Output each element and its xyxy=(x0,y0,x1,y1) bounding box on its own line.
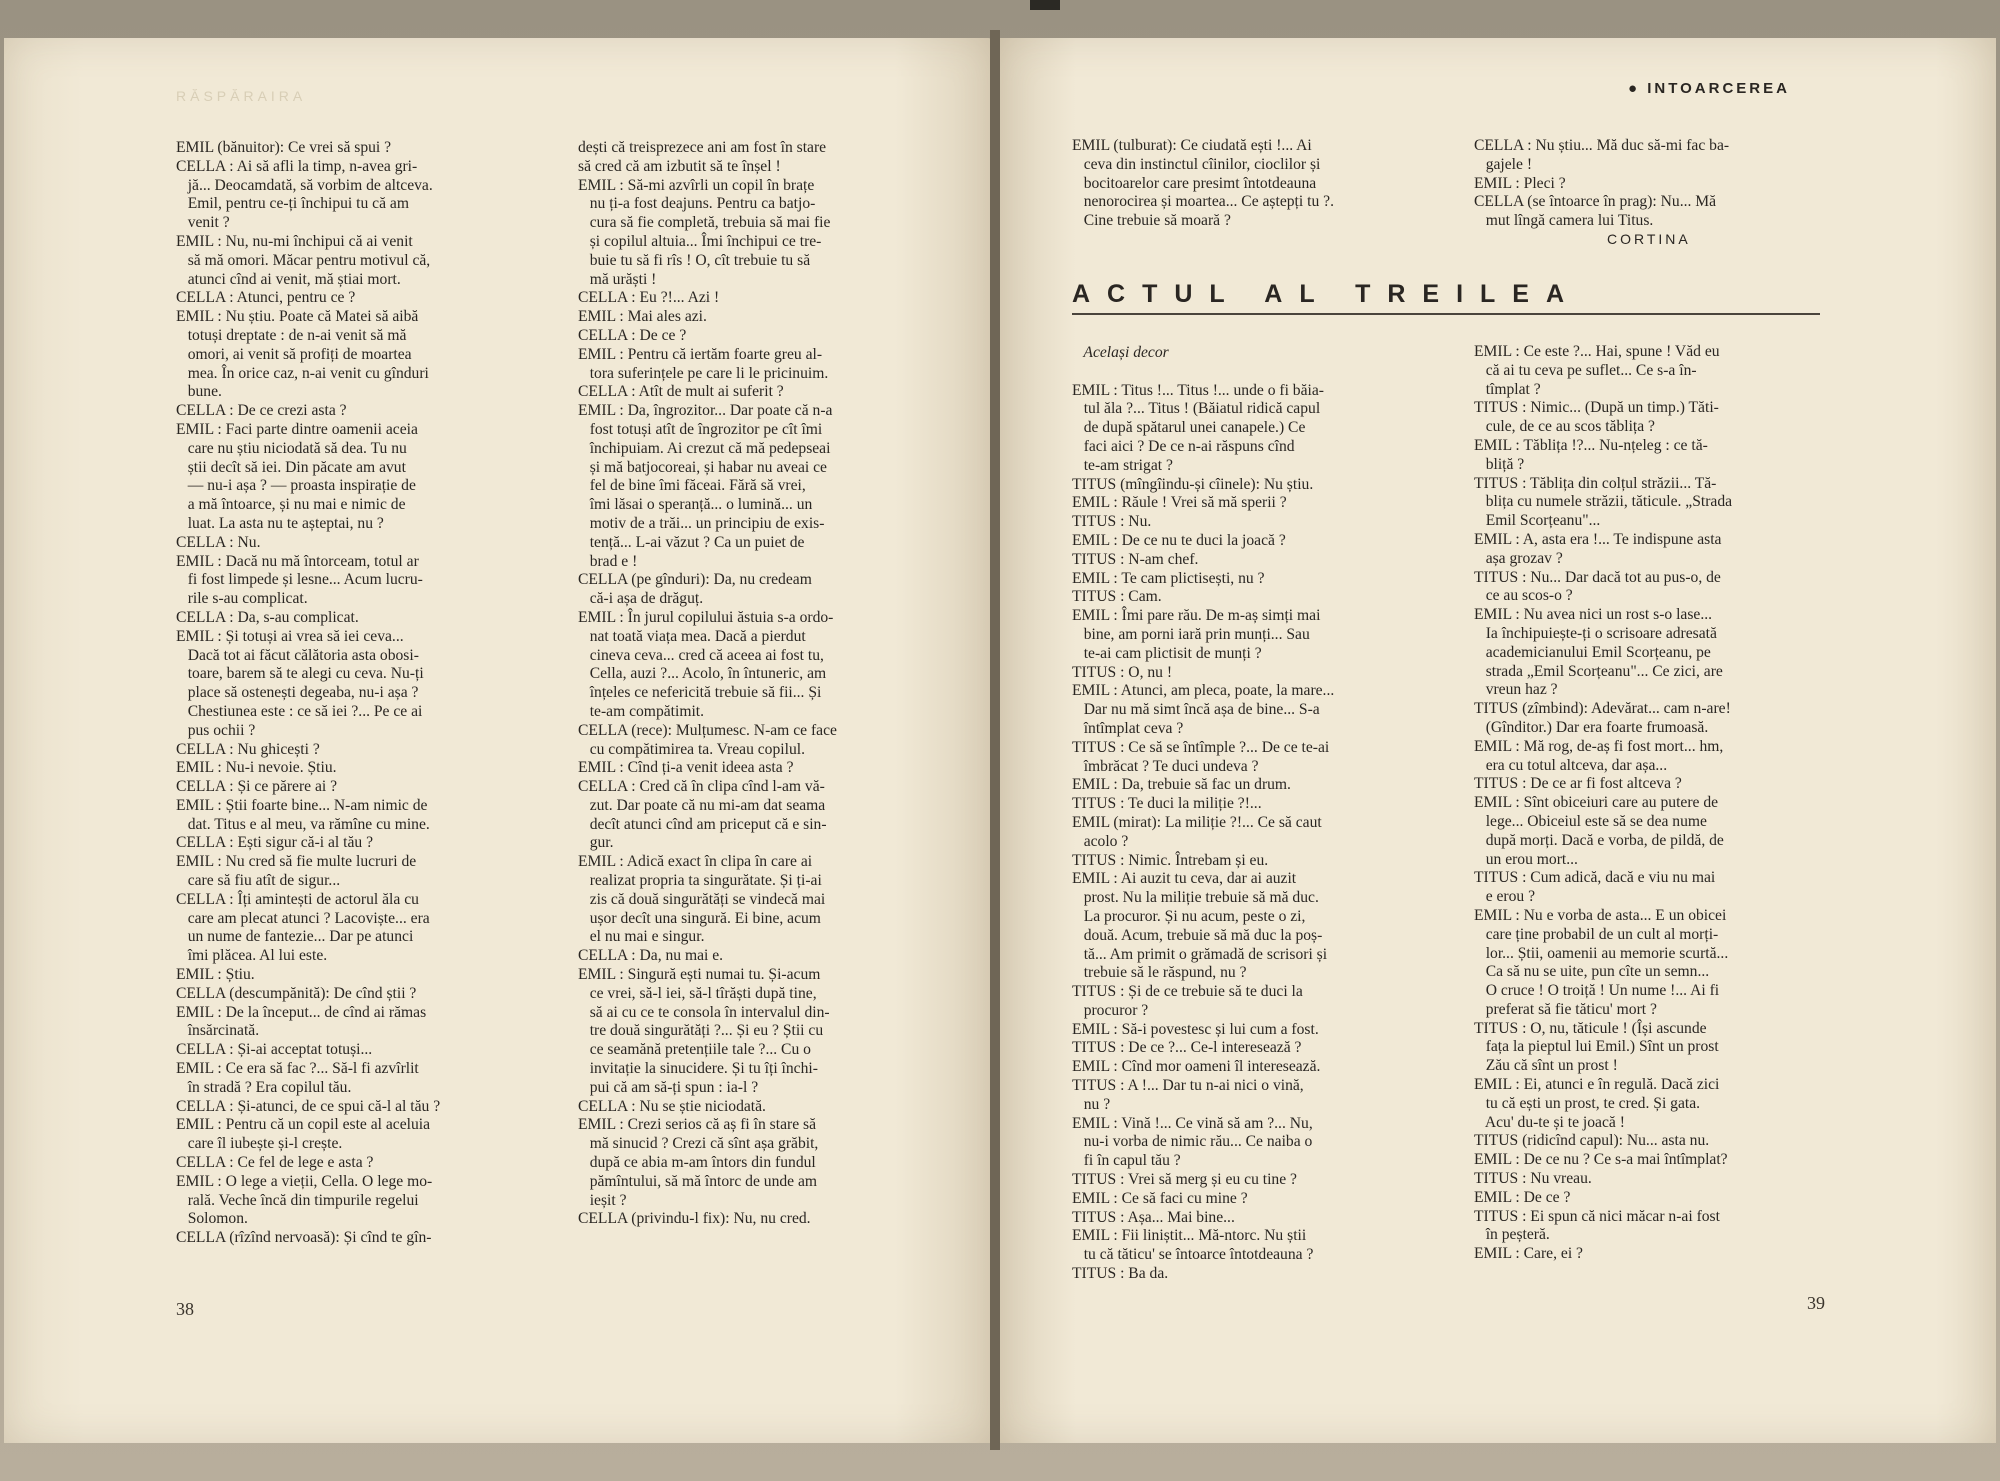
text-line: EMIL : Pleci ? xyxy=(1474,174,1566,192)
text-line: TITUS : Nu... Dar dacă tot au pus-o, de xyxy=(1474,568,1721,586)
text-line: Ia închipuiește-ți o scrisoare adresată xyxy=(1474,624,1717,642)
text-line: TITUS : Vrei să merg și eu cu tine ? xyxy=(1072,1171,1297,1189)
text-line: că ai tu ceva pe suflet... Ce s-a în- xyxy=(1474,361,1697,379)
text-line: EMIL : Nu, nu-mi închipui că ai venit xyxy=(176,232,413,250)
text-line: lor... Știi, oamenii au memorie scurtă... xyxy=(1474,944,1729,962)
text-line: zis că două singurătăți se vindecă mai xyxy=(578,890,826,908)
text-line: EMIL (mirat): La miliție ?!... Ce să caut xyxy=(1072,813,1322,831)
text-line: EMIL : Nu avea nici un rost s-o lase... xyxy=(1474,606,1713,624)
text-line: EMIL : Ai auzit tu ceva, dar ai auzit xyxy=(1072,870,1297,888)
text-line: Emil Scorțeanu"... xyxy=(1474,512,1601,530)
text-line: academicianului Emil Scorțeanu, pe xyxy=(1474,643,1711,661)
text-line: prost. Nu la miliție trebuie să mă duc. xyxy=(1072,889,1319,907)
text-line: CELLA : Îți amintești de actorul ăla cu xyxy=(176,890,419,908)
text-line: care ține probabil de un cult al morți- xyxy=(1474,925,1719,943)
text-line: EMIL : De ce nu ? Ce s-a mai întîmplat? xyxy=(1474,1151,1728,1169)
text-line: nu ? xyxy=(1072,1095,1111,1113)
text-line: TITUS : De ce ar fi fost altceva ? xyxy=(1474,775,1682,793)
text-line: EMIL : Să-i povestesc și lui cum a fost. xyxy=(1072,1020,1319,1038)
text-line: CELLA (rîzînd nervoasă): Și cînd te gîn- xyxy=(176,1229,432,1247)
text-line: cura să fie completă, trebuia să mai fie xyxy=(578,214,831,232)
text-line: CELLA (descumpănită): De cînd știi ? xyxy=(176,984,417,1002)
text-line: CELLA (privindu-l fix): Nu, nu cred. xyxy=(578,1210,811,1228)
text-line: TITUS (zîmbind): Adevărat... cam n-are! xyxy=(1474,700,1731,718)
text-line: mut lîngă camera lui Titus. xyxy=(1474,212,1654,230)
text-line: TITUS : Nimic... (După un timp.) Tăti- xyxy=(1474,399,1719,417)
text-line: e erou ? xyxy=(1474,888,1536,906)
text-line: bine, am porni iară prin munți... Sau xyxy=(1072,625,1310,643)
text-line: fi fost limpede și lesne... Acum lucru- xyxy=(176,571,423,589)
text-line: pui că am să-ți spun : ia-l ? xyxy=(578,1078,759,1096)
text-line: EMIL : Care, ei ? xyxy=(1474,1245,1583,1263)
text-line: buie tu să fi rîs ! O, cît trebuie tu să xyxy=(578,251,811,269)
text-line: gur. xyxy=(578,834,614,852)
text-line: ce au scos-o ? xyxy=(1474,587,1573,605)
right-column-1-top xyxy=(1072,137,1432,231)
text-line: TITUS : Te duci la miliție ?!... xyxy=(1072,795,1262,813)
text-line: EMIL (bănuitor): Ce vrei să spui ? xyxy=(176,139,392,156)
text-line: EMIL : Vină !... Ce vină să am ?... Nu, xyxy=(1072,1114,1313,1132)
text-line: EMIL : Pentru că iertăm foarte greu al- xyxy=(578,345,823,363)
text-line: EMIL : Nu știu. Poate că Matei să aibă xyxy=(176,308,419,326)
text-line: EMIL : Nu e vorba de asta... E un obicei xyxy=(1474,906,1727,924)
text-line: era cu totul altceva, dar așa... xyxy=(1474,756,1668,774)
text-line: bliță ? xyxy=(1474,455,1525,473)
text-line: trebuie să le răspund, nu ? xyxy=(1072,964,1247,982)
text-line: EMIL : Mă rog, de-aș fi fost mort... hm, xyxy=(1474,737,1724,755)
text-line: Cella, auzi ?... Acolo, în întuneric, am xyxy=(578,665,827,683)
text-line: nu-i vorba de nimic rău... Ce naiba o xyxy=(1072,1133,1313,1151)
text-line: două. Acum, trebuie să mă duc la poș- xyxy=(1072,926,1323,944)
text-line: CELLA : Eu ?!... Azi ! xyxy=(578,289,720,307)
spine-edge xyxy=(1030,0,1060,10)
text-line: tență... L-ai văzut ? Ca un puiet de xyxy=(578,533,805,551)
text-line: CELLA : Și-atunci, de ce spui că-l al tău ? xyxy=(176,1097,441,1115)
text-line: CELLA (rece): Mulțumesc. N-am ce face xyxy=(578,721,837,739)
text-line: motiv de a trăi... un principiu de exis- xyxy=(578,514,825,532)
text-line: omori, ai venit să profiți de moartea xyxy=(176,345,412,363)
text-line: acolo ? xyxy=(1072,832,1129,850)
text-line: EMIL : Cînd mor oameni îl interesează. xyxy=(1072,1058,1321,1076)
text-line: EMIL (tulburat): Ce ciudată ești !... Ai xyxy=(1072,137,1312,154)
text-line: a mă întoarce, și nu mai e nimic de xyxy=(176,496,406,514)
text-line: și mă batjocoreai, și habar nu aveai ce xyxy=(578,458,827,476)
text-line: care nu știu niciodată să dea. Tu nu xyxy=(176,439,407,457)
text-line: CELLA (se întoarce în prag): Nu... Mă xyxy=(1474,193,1717,211)
text-line: CELLA : Nu știu... Mă duc să-mi fac ba- xyxy=(1474,137,1730,154)
text-line: mă sinucid ? Crezi că sînt așa grăbit, xyxy=(578,1135,819,1153)
text-line: TITUS : Cum adică, dacă e viu nu mai xyxy=(1474,869,1716,887)
text-line: dești că treisprezece ani am fost în stare xyxy=(578,139,827,156)
text-line: brad e ! xyxy=(578,552,638,570)
text-line: EMIL : Nu cred să fie multe lucruri de xyxy=(176,853,417,871)
text-line: cineva ceva... cred că aceea ai fost tu, xyxy=(578,646,824,664)
text-line: fața la pieptul lui Emil.) Sînt un prost xyxy=(1474,1038,1719,1056)
text-line: tora suferințele pe care li le pricinuim. xyxy=(578,364,829,382)
text-line: EMIL : Răule ! Vrei să mă sperii ? xyxy=(1072,494,1287,512)
text-line: dat. Titus e al meu, va rămîne cu mine. xyxy=(176,815,430,833)
text-line: rile s-au complicat. xyxy=(176,590,308,608)
text-line: invitație la sinucidere. Și tu îți închi- xyxy=(578,1060,818,1078)
text-line: te-ai cam plictisit de munți ? xyxy=(1072,644,1262,662)
text-line: TITUS : Așa... Mai bine... xyxy=(1072,1208,1235,1226)
text-line: fi în capul tău ? xyxy=(1072,1152,1181,1170)
text-line: totuși dreptate : de n-ai venit să mă xyxy=(176,326,407,344)
text-line: așa grozav ? xyxy=(1474,549,1563,567)
text-line: EMIL : Ei, atunci e în regulă. Dacă zici xyxy=(1474,1076,1720,1094)
text-line: EMIL : Titus !... Titus !... unde o fi băia- xyxy=(1072,381,1324,399)
text-line: știi decît să iei. Din păcate am avut xyxy=(176,458,406,476)
text-line: EMIL : O lege a vieții, Cella. O lege mo- xyxy=(176,1172,433,1190)
text-line: gajele ! xyxy=(1474,155,1533,173)
text-line: TITUS : O, nu, tăticule ! (Își ascunde xyxy=(1474,1019,1707,1037)
text-line: după ce abia m-am întors din fundul xyxy=(578,1154,816,1172)
text-line: CELLA : Atît de mult ai suferit ? xyxy=(578,383,784,401)
text-line: TITUS : Cam. xyxy=(1072,588,1162,606)
text-line: preferat să fie tăticu' mort ? xyxy=(1474,1000,1657,1018)
left-column-2 xyxy=(578,139,940,1229)
text-line: EMIL : Mai ales azi. xyxy=(578,308,707,326)
text-line: CELLA : Atunci, pentru ce ? xyxy=(176,289,356,307)
text-line: TITUS : Tăblița din colțul străzii... Tă- xyxy=(1474,474,1717,492)
running-header-right: ● INTOARCEREA xyxy=(1628,80,1790,97)
text-line: înțeles ce nefericită trebuie să fii... Și xyxy=(578,684,822,702)
text-line: TITUS : Nu vreau. xyxy=(1474,1170,1592,1188)
text-line: TITUS : A !... Dar tu n-ai nici o vină, xyxy=(1072,1077,1304,1095)
text-line: CELLA : Da, nu mai e. xyxy=(578,947,724,965)
text-line: Ca să nu se uite, pun cîte un semn... xyxy=(1474,963,1710,981)
text-line: care am plecat atunci ? Lacoviște... era xyxy=(176,909,430,927)
text-line: EMIL : Adică exact în clipa în care ai xyxy=(578,853,813,871)
text-line: EMIL : Ce era să fac ?... Să-l fi azvîrlit xyxy=(176,1060,419,1078)
text-line: Același decor xyxy=(1072,344,1169,361)
text-line: mă urăști ! xyxy=(578,270,657,288)
text-line: EMIL : Știi foarte bine... N-am nimic de xyxy=(176,796,428,814)
text-line: Acu' du-te și te joacă ! xyxy=(1474,1113,1625,1131)
text-line: EMIL : Tăblița !?... Nu-nțeleg : ce tă- xyxy=(1474,436,1708,454)
text-line: EMIL : Nu-i nevoie. Știu. xyxy=(176,759,337,777)
text-line: Emil, pentru ce-ți închipui tu că am xyxy=(176,195,409,213)
act-title-rule xyxy=(1072,313,1820,315)
text-line: îmi lăsai o speranță... o lumină... un xyxy=(578,496,813,514)
text-line: EMIL : Cînd ți-a venit ideea asta ? xyxy=(578,759,794,777)
text-line: jă... Deocamdată, să vorbim de altceva. xyxy=(176,176,433,194)
text-line: EMIL : Îmi pare rău. De m-aș simți mai xyxy=(1072,607,1321,625)
text-line: un nume de fantezie... Dar pe atunci xyxy=(176,928,414,946)
running-header-left: RĂSPĂRAIRA xyxy=(176,88,307,104)
text-line: EMIL : Fii liniștit... Mă-ntorc. Nu știi xyxy=(1072,1227,1307,1245)
text-line: TITUS : Ce să se întîmple ?... De ce te-ai xyxy=(1072,738,1330,756)
text-line: tu că tăticu' se întoarce întotdeauna ? xyxy=(1072,1246,1314,1264)
text-line: EMIL : Atunci, am pleca, poate, la mare... xyxy=(1072,682,1335,700)
text-line: EMIL : Să-mi azvîrli un copil în brațe xyxy=(578,176,815,194)
text-line: lege... Obiceiul este să se dea nume xyxy=(1474,812,1707,830)
text-line: CELLA : Și ce părere ai ? xyxy=(176,778,338,796)
text-line: La procuror. Și nu acum, peste o zi, xyxy=(1072,907,1306,925)
text-line: atunci cînd ai venit, mă știai mort. xyxy=(176,270,401,288)
text-line: vreun haz ? xyxy=(1474,681,1558,699)
page-number-right: 39 xyxy=(1807,1293,1825,1313)
text-line: ce vrei, să-l iei, să-l tîrăști după tine, xyxy=(578,984,817,1002)
text-line: TITUS : De ce ?... Ce-l interesează ? xyxy=(1072,1039,1302,1057)
text-line: Dar nu mă simt încă așa de bine... S-a xyxy=(1072,701,1320,719)
text-line: CELLA (pe gînduri): Da, nu credeam xyxy=(578,571,812,589)
text-line: care îl iubește și-l crește. xyxy=(176,1135,343,1153)
text-line: fost totuși atît de îngrozitor pe cît îmi xyxy=(578,420,823,438)
text-line: nenorocirea și moartea... Ce aștepți tu ?. xyxy=(1072,193,1334,211)
text-line: să ai cu ce te consola în intervalul din- xyxy=(578,1003,830,1021)
text-line: tre două singurătăți ?... Și eu ? Știi cu xyxy=(578,1022,824,1040)
text-line: pămîntului, să mă întorc de unde am xyxy=(578,1172,818,1190)
text-line: un erou mort... xyxy=(1474,850,1578,868)
text-line: EMIL : De ce ? xyxy=(1474,1188,1571,1206)
text-line: EMIL : Te cam plictisești, nu ? xyxy=(1072,569,1265,587)
text-line: EMIL : În jurul copilului ăstuia s-a ordo- xyxy=(578,608,834,626)
text-line: el nu mai e singur. xyxy=(578,928,705,946)
text-line: place să ostenești degeaba, nu-i așa ? xyxy=(176,684,419,702)
left-column-1 xyxy=(176,139,536,1248)
text-line: te-am compătimit. xyxy=(578,702,705,720)
text-line: cu compătimirea ta. Vreau copilul. xyxy=(578,740,805,758)
text-line: Chestiunea este : ce să iei ?... Pe ce ai xyxy=(176,702,423,720)
text-line: nat toată viața mea. Dacă a pierdut xyxy=(578,627,806,645)
text-line: pus ochii ? xyxy=(176,721,256,739)
text-line: EMIL : Crezi serios că aș fi în stare să xyxy=(578,1116,817,1134)
right-column-1 xyxy=(1072,344,1442,1284)
text-line: EMIL : Singură ești numai tu. Și-acum xyxy=(578,966,821,984)
text-line: Zău că sînt un prost ! xyxy=(1474,1057,1618,1075)
text-line: CELLA : De ce ? xyxy=(578,326,687,344)
text-line: mea. În orice caz, n-ai venit cu gînduri xyxy=(176,364,429,382)
text-line: TITUS : N-am chef. xyxy=(1072,550,1199,568)
act-title: ACTUL AL TREILEA xyxy=(1072,280,1582,308)
text-line: EMIL : Pentru că un copil este al aceluia xyxy=(176,1116,431,1134)
text-line: EMIL : De ce nu te duci la joacă ? xyxy=(1072,531,1286,549)
text-line: venit ? xyxy=(176,214,230,232)
text-line: ușor decît una singură. Ei bine, acum xyxy=(578,909,821,927)
text-line: însărcinată. xyxy=(176,1022,260,1040)
text-line: Solomon. xyxy=(176,1210,248,1228)
text-line: EMIL : Faci parte dintre oamenii aceia xyxy=(176,420,418,438)
text-line: CELLA : Și-ai acceptat totuși... xyxy=(176,1041,373,1059)
text-line: procuror ? xyxy=(1072,1001,1149,1019)
text-line: — nu-i așa ? — proasta inspirație de xyxy=(176,477,416,495)
text-line: EMIL : A, asta era !... Te indispune asta xyxy=(1474,530,1722,548)
text-line: EMIL : Și totuși ai vrea să iei ceva... xyxy=(176,627,404,645)
text-line: EMIL : De la început... de cînd ai rămas xyxy=(176,1003,427,1021)
text-line xyxy=(1072,363,1442,382)
text-line: după morți. Dacă e vorba, de pildă, de xyxy=(1474,831,1724,849)
text-line: nu ți-a fost deajuns. Pentru ca batjo- xyxy=(578,195,816,213)
text-line: EMIL : Dacă nu mă întorceam, totul ar xyxy=(176,552,419,570)
text-line: tă... Am primit o grămadă de scrisori și xyxy=(1072,945,1328,963)
text-line: TITUS : Și de ce trebuie să te duci la xyxy=(1072,983,1303,1001)
text-line: închipuiam. Ai crezut că mă pedepseai xyxy=(578,439,831,457)
page-number-left: 38 xyxy=(176,1299,194,1319)
text-line: EMIL : Da, îngrozitor... Dar poate că n-a xyxy=(578,402,833,420)
text-line: îmbrăcat ? Te duci undeva ? xyxy=(1072,757,1259,775)
gutter xyxy=(990,30,1000,1450)
text-line: decît atunci cînd am priceput că e sin- xyxy=(578,815,827,833)
text-line: întîmplat ceva ? xyxy=(1072,719,1184,737)
text-line: ceva din instinctul cîinilor, cioclilor și xyxy=(1072,155,1321,173)
text-line: luat. La asta nu te așteptai, nu ? xyxy=(176,514,384,532)
text-line: ieșit ? xyxy=(578,1191,627,1209)
text-line: strada „Emil Scorțeanu"... Ce zici, are xyxy=(1474,662,1723,680)
text-line: TITUS : Ba da. xyxy=(1072,1265,1169,1283)
text-line: O cruce ! O troiță ! Un nume !... Ai fi xyxy=(1474,982,1720,1000)
text-line: CELLA : Ce fel de lege e asta ? xyxy=(176,1154,374,1172)
text-line: TITUS : Ei spun că nici măcar n-ai fost xyxy=(1474,1207,1720,1225)
text-line: CELLA : Ai să afli la timp, n-avea gri- xyxy=(176,157,418,175)
text-line: tu că ești un prost, te cred. Și gata. xyxy=(1474,1094,1701,1112)
text-line: care să fiu atît de sigur... xyxy=(176,872,341,890)
text-line: CELLA : Cred că în clipa cînd l-am vă- xyxy=(578,778,825,796)
text-line: CELLA : Da, s-au complicat. xyxy=(176,608,359,626)
text-line: și copilul altuia... Îmi închipui ce tre- xyxy=(578,232,822,250)
text-line: TITUS : Nimic. Întrebam și eu. xyxy=(1072,851,1269,869)
text-line: realizat propria ta singurătate. Și ți-ai xyxy=(578,872,822,890)
text-line: faci aici ? De ce n-ai răspuns cînd xyxy=(1072,437,1295,455)
text-line: fel de bine îmi făceai. Fără să vrei, xyxy=(578,477,806,495)
text-line: CELLA : Ești sigur că-i al tău ? xyxy=(176,834,374,852)
text-line: blița cu numele străzii, tăticule. „Strada xyxy=(1474,493,1733,511)
text-line: EMIL : Da, trebuie să fac un drum. xyxy=(1072,776,1291,794)
text-line: TITUS : O, nu ! xyxy=(1072,663,1173,681)
text-line: de după spătarul unei canapele.) Ce xyxy=(1072,419,1306,437)
text-line: EMIL : Știu. xyxy=(176,966,255,984)
text-line: toare, barem să te alegi cu ceva. Nu-ți xyxy=(176,665,424,683)
text-line: bune. xyxy=(176,383,222,401)
right-column-2 xyxy=(1474,343,1834,1264)
text-line: în stradă ? Era copilul tău. xyxy=(176,1078,352,1096)
curtain-label: CORTINA xyxy=(1607,231,1691,247)
text-line: zut. Dar poate că nu mi-am dat seama xyxy=(578,796,826,814)
text-line: (Gînditor.) Dar era foarte frumoasă. xyxy=(1474,718,1709,736)
text-line: îmi plăcea. Al lui este. xyxy=(176,947,328,965)
right-column-2-top xyxy=(1474,137,1834,231)
text-line: TITUS (ridicînd capul): Nu... asta nu. xyxy=(1474,1132,1710,1150)
text-line: tul ăla ?... Titus ! (Băiatul ridică capul xyxy=(1072,400,1321,418)
text-line: CELLA : Nu ghicești ? xyxy=(176,740,320,758)
text-line: bocitoarelor care presimt întotdeauna xyxy=(1072,174,1317,192)
text-line: TITUS : Nu. xyxy=(1072,513,1152,531)
text-line: ce seamănă pretențiile tale ?... Cu o xyxy=(578,1041,811,1059)
text-line: TITUS (mîngîindu-și cîinele): Nu știu. xyxy=(1072,475,1314,493)
text-line: Dacă tot ai făcut călătoria asta obosi- xyxy=(176,646,419,664)
text-line: cule, de ce au scos tăblița ? xyxy=(1474,418,1655,436)
text-line: EMIL : Ce este ?... Hai, spune ! Văd eu xyxy=(1474,343,1720,360)
text-line: Cine trebuie să moară ? xyxy=(1072,212,1231,230)
text-line: CELLA : Nu. xyxy=(176,533,261,551)
text-line: rală. Veche încă din timpurile regelui xyxy=(176,1191,419,1209)
text-line: te-am strigat ? xyxy=(1072,456,1173,474)
text-line: CELLA : De ce crezi asta ? xyxy=(176,402,347,420)
text-line: CELLA : Nu se știe niciodată. xyxy=(578,1097,766,1115)
text-line: să cred că am izbutit să te înșel ! xyxy=(578,157,781,175)
text-line: să mă omori. Măcar pentru motivul că, xyxy=(176,251,431,269)
text-line: EMIL : Sînt obiceiuri care au putere de xyxy=(1474,794,1719,812)
text-line: tîmplat ? xyxy=(1474,380,1541,398)
text-line: că-i așa de drăguț. xyxy=(578,590,704,608)
text-line: în peșteră. xyxy=(1474,1226,1550,1244)
text-line: EMIL : Ce să faci cu mine ? xyxy=(1072,1189,1248,1207)
